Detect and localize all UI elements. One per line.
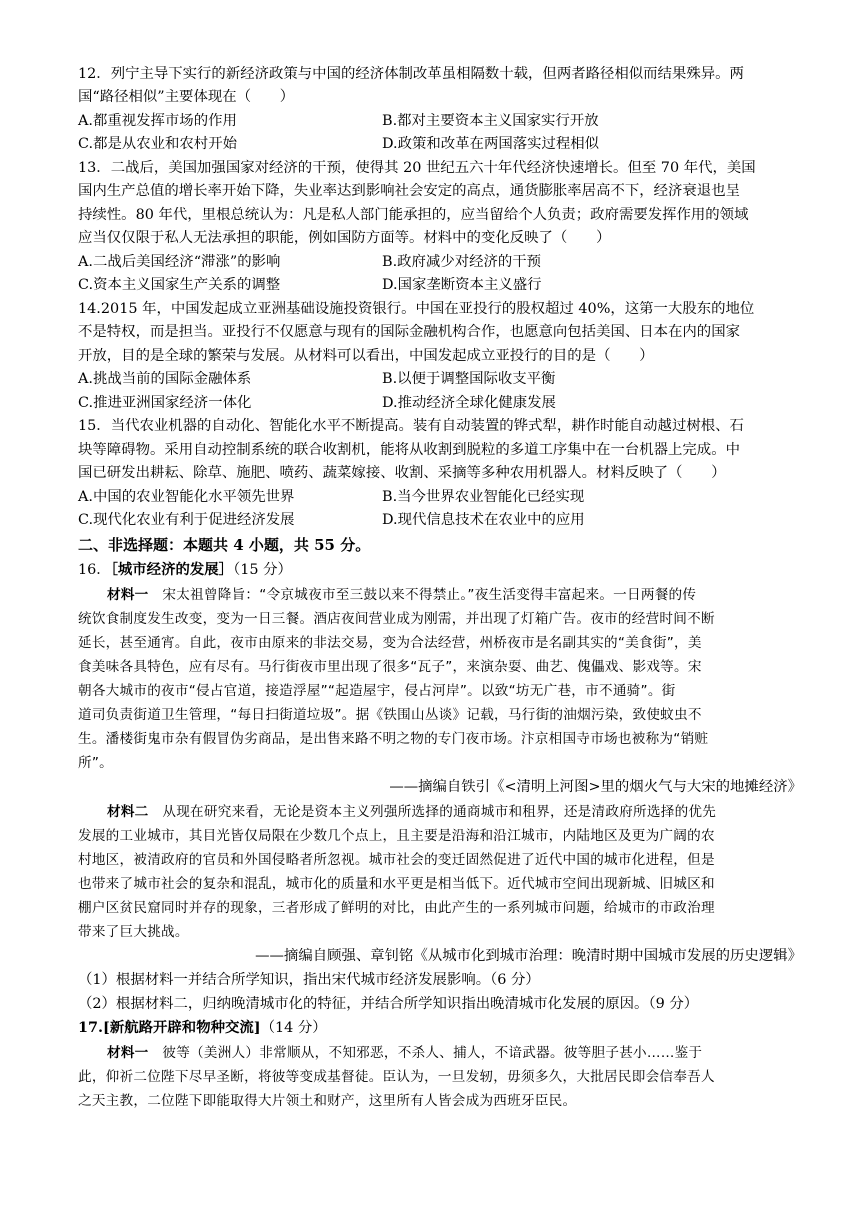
q14-option-c: C.推进亚洲国家经济一体化 [78, 395, 252, 411]
q12-stem-line2: 国“路径相似”主要体现在（ ） [78, 89, 295, 105]
q17-title: [新航路开辟和物种交流] [103, 1019, 261, 1036]
q16-material1-line3: 延长，甚至通宵。自此，夜市由原来的非法交易，变为合法经营，州桥夜市是名副其实的“美食街”，美 [78, 635, 702, 651]
q16-title: ［城市经济的发展］ [110, 561, 234, 578]
q17-heading [78, 1018, 327, 1038]
q12-option-d: D.政策和改革在两国落实过程相似 [382, 136, 600, 152]
q16-heading [78, 560, 292, 580]
q13-option-d: D.国家垄断资本主义盛行 [382, 277, 542, 293]
q16-material1-line6: 道司负责街道卫生管理，“每日扫街道垃圾”。据《铁围山丛谈》记载，马行街的油烟污染，致使蚊虫不 [78, 707, 702, 723]
q16-subquestion-1: （1）根据材料一并结合所学知识，指出宋代城市经济发展影响。（6 分） [78, 972, 540, 988]
q16-material2-line6: 带来了巨大挑战。 [78, 924, 189, 940]
q15-stem-line3: 国已研发出耕耘、除草、施肥、喷药、蔬菜嫁接、收割、采摘等多种农用机器人。材料反映了（ ） [78, 465, 726, 481]
q13-stem-line1: 13．二战后，美国加强国家对经济的干预，使得其 20 世纪五六十年代经济快速增长。但至 70 年代，美国 [78, 160, 756, 176]
q16-score: （15 分） [233, 562, 292, 578]
q17-material1-line1: 材料一 彼等（美洲人）非常顺从，不知邪恶，不杀人、捕人，不谙武器。彼等胆子甚小……鉴于 [107, 1045, 703, 1061]
q16-material2-line1: 材料二 从现在研究来看，无论是资本主义列强所选择的通商城市和租界，还是清政府所选择的优先 [107, 804, 717, 820]
q16-material1-line1: 材料一 宋太祖曾降旨：“令京城夜市至三鼓以来不得禁止。”夜生活变得丰富起来。一日两餐的传 [107, 587, 697, 603]
q17-number: 17. [78, 1019, 104, 1036]
q16-material1-line4: 食美味各具特色，应有尽有。马行街夜市里出现了很多“瓦子”，来演杂耍、曲艺、傀儡戏、影戏等。宋 [78, 659, 702, 675]
q14-stem-line2: 不是特权，而是担当。亚投行不仅愿意与现有的国际金融机构合作，也愿意向包括美国、日本在内的国家 [78, 324, 740, 340]
q14-stem-line1: 14.2015 年，中国发起成立亚洲基础设施投资银行。中国在亚投行的股权超过 40%，这第一大股东的地位 [78, 301, 755, 317]
q15-option-b: B.当今世界农业智能化已经实现 [382, 489, 585, 505]
q13-stem-line3: 持续性。80 年代，里根总统认为：凡是私人部门能承担的，应当留给个人负责；政府需要发挥作用的领域 [78, 207, 749, 223]
q16-number: 16． [78, 562, 111, 578]
q13-stem-line4: 应当仅仅限于私人无法承担的职能，例如国防方面等。材料中的变化反映了（ ） [78, 230, 611, 246]
q16-material2-line4: 也带来了城市社会的复杂和混乱，城市化的质量和水平更是相当低下。近代城市空间出现新城、旧城区和 [78, 876, 715, 892]
q13-option-b: B.政府减少对经济的干预 [382, 254, 542, 270]
q13-option-a: A.二战后美国经济“滞涨”的影响 [78, 254, 281, 270]
q17-material1-label: 材料一 [107, 1045, 149, 1061]
q15-stem-line2: 块等障碍物。采用自动控制系统的联合收割机，能将从收割到脱粒的多道工序集中在一台机器上完成。中 [78, 442, 740, 458]
q14-stem-line3: 开放，目的是全球的繁荣与发展。从材料可以看出，中国发起成立亚投行的目的是（ ） [78, 348, 654, 364]
q16-material2-label: 材料二 [107, 804, 149, 820]
q16-material2-source: ——摘编自顾强、章钊铭《从城市化到城市治理：晚清时期中国城市发展的历史逻辑》 [255, 948, 802, 964]
q16-material2-line5: 棚户区贫民窟同时并存的现象，三者形成了鲜明的对比，由此产生的一系列城市问题，给城市的市政治理 [78, 900, 715, 916]
q15-option-c: C.现代化农业有利于促进经济发展 [78, 512, 295, 528]
q14-option-d: D.推动经济全球化健康发展 [382, 395, 556, 411]
q16-material2-line2: 发展的工业城市，其目光皆仅局限在少数几个点上，且主要是沿海和沿江城市，内陆地区及更为广阔的农 [78, 828, 715, 844]
q16-material1-line5: 朝各大城市的夜市“侵占官道，接造浮屋”“起造屋宇，侵占河岸”。以致“坊无广巷，市不通骑”。街 [78, 683, 676, 699]
q16-material1-source: ——摘编自铁引《<清明上河图>里的烟火气与大宋的地摊经济》 [389, 779, 802, 795]
q14-option-a: A.挑战当前的国际金融体系 [78, 371, 252, 387]
q12-option-a: A.都重视发挥市场的作用 [78, 113, 237, 129]
q16-material1-line7: 生。潘楼街鬼市杂有假冒伪劣商品，是出售来路不明之物的专门夜市场。汴京相国寺市场也被称为“销赃 [78, 731, 709, 747]
q16-subquestion-2: （2）根据材料二，归纳晚清城市化的特征，并结合所学知识指出晚清城市化发展的原因。（9 分） [78, 996, 699, 1012]
q17-material1-line3: 之天主教，二位陛下即能取得大片领土和财产，这里所有人皆会成为西班牙臣民。 [78, 1093, 577, 1109]
q13-option-c: C.资本主义国家生产关系的调整 [78, 277, 281, 293]
q16-material1-line8: 所”。 [78, 755, 113, 771]
q17-score: （14 分） [260, 1020, 327, 1036]
q15-option-a: A.中国的农业智能化水平领先世界 [78, 489, 295, 505]
q16-material1-line2: 统饮食制度发生改变，变为一日三餐。酒店夜间营业成为刚需，并出现了灯箱广告。夜市的经营时间不断 [78, 611, 715, 627]
q16-material1-label: 材料一 [107, 587, 149, 603]
section-heading: 二、非选择题：本题共 4 小题，共 55 分。 [78, 536, 371, 554]
q12-option-c: C.都是从农业和农村开始 [78, 136, 237, 152]
q12-stem-line1: 12．列宁主导下实行的新经济政策与中国的经济体制改革虽相隔数十载，但两者路径相似而结果殊异。两 [78, 66, 744, 82]
q14-option-b: B.以便于调整国际收支平衡 [382, 371, 556, 387]
q15-stem-line1: 15．当代农业机器的自动化、智能化水平不断提高。装有自动装置的铧式犁，耕作时能自动越过树根、石 [78, 418, 744, 434]
q15-option-d: D.现代信息技术在农业中的应用 [382, 512, 585, 528]
q16-material2-line3: 村地区，被清政府的官员和外国侵略者所忽视。城市社会的变迁固然促进了近代中国的城市化进程，但是 [78, 852, 715, 868]
q17-material1-line2: 此，仰祈二位陛下尽早圣断，将彼等变成基督徒。臣认为，一旦发轫，毋须多久，大批居民即会信奉吾人 [78, 1069, 715, 1085]
q12-option-b: B.都对主要资本主义国家实行开放 [382, 113, 599, 129]
q13-stem-line2: 国内生产总值的增长率开始下降，失业率达到影响社会安定的高点，通货膨胀率居高不下，经济衰退也呈 [78, 183, 740, 199]
